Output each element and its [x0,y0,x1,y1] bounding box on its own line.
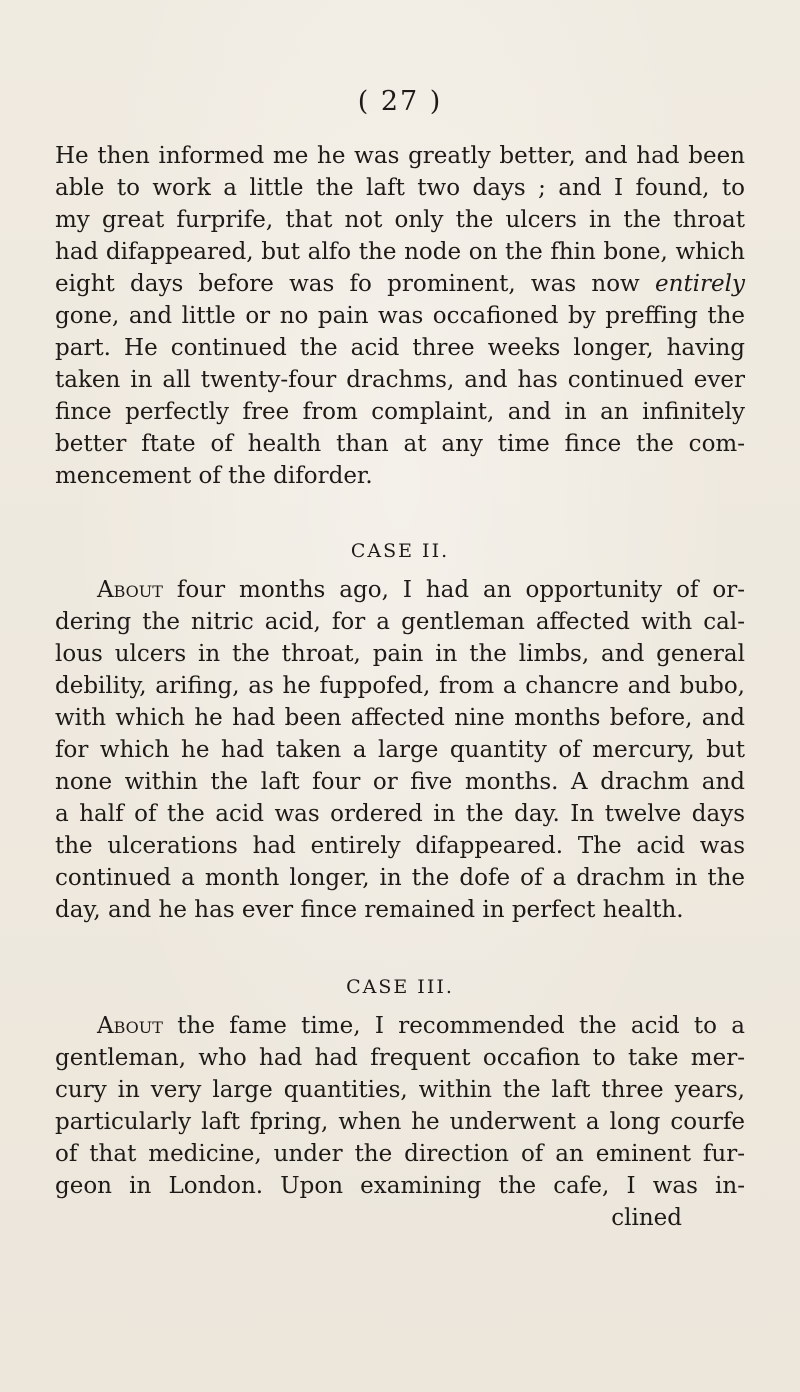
text-line: better ftate of health than at any time fince the com- [55,431,745,457]
text-line: gentleman, who had had frequent occafion to take mer- [55,1045,745,1071]
text-line: He then informed me he was greatly better, and had been [55,143,745,169]
page-number: ( 27 ) [357,86,443,117]
text-line: taken in all twenty-four drachms, and has continued ever [55,367,745,393]
text-line: fince perfectly free from complaint, and in an infinitely [55,399,745,425]
text-line: particularly laft fpring, when he underwent a long courfe [55,1109,745,1135]
text-line: with which he had been affected nine months before, and [55,705,745,731]
text-line: able to work a little the laft two days ; and I found, to [55,175,745,201]
text-line: lous ulcers in the throat, pain in the limbs, and general [55,641,745,667]
text-line: gone, and little or no pain was occafioned by preffing the [55,303,745,329]
text-line: continued a month longer, in the dofe of a drachm in the [55,865,745,891]
text-span: eight days before was fo prominent, was now [55,271,656,297]
text-span: four months ago, I had an opportunity of or- [162,577,745,603]
text-line: the ulcerations had entirely difappeared. The acid was [55,833,745,859]
text-line: none within the laft four or five months. A drachm and [55,769,745,795]
text-line: had difappeared, but alfo the node on the fhin bone, which [55,239,745,265]
drop-word: About [97,1013,163,1039]
text-line: a half of the acid was ordered in the day. In twelve days [55,801,745,827]
text-line [97,1010,745,1042]
text-line [55,268,745,300]
case-heading: CASE III. [346,976,454,998]
text-span: the fame time, I recommended the acid to a [162,1013,745,1039]
drop-word: About [97,577,163,603]
case-heading: CASE II. [350,540,450,562]
text-line: dering the nitric acid, for a gentleman affected with cal- [55,609,745,635]
text-line: debility, arifing, as he fuppofed, from a chancre and bubo, [55,673,745,699]
text-line [97,574,745,606]
text-line: part. He continued the acid three weeks longer, having [55,335,745,361]
text-line: cury in very large quantities, within the laft three years, [55,1077,745,1103]
text-line: geon in London. Upon examining the cafe, I was in- [55,1173,745,1199]
italic-word: entirely [655,271,745,297]
text-line: my great furprife, that not only the ulcers in the throat [55,207,745,233]
text-line: mencement of the diforder. [55,463,373,489]
text-line: day, and he has ever fince remained in perfect health. [55,897,684,923]
catchword: clined [611,1205,682,1231]
text-line: of that medicine, under the direction of an eminent fur- [55,1141,745,1167]
text-line: for which he had taken a large quantity of mercury, but [55,737,745,763]
